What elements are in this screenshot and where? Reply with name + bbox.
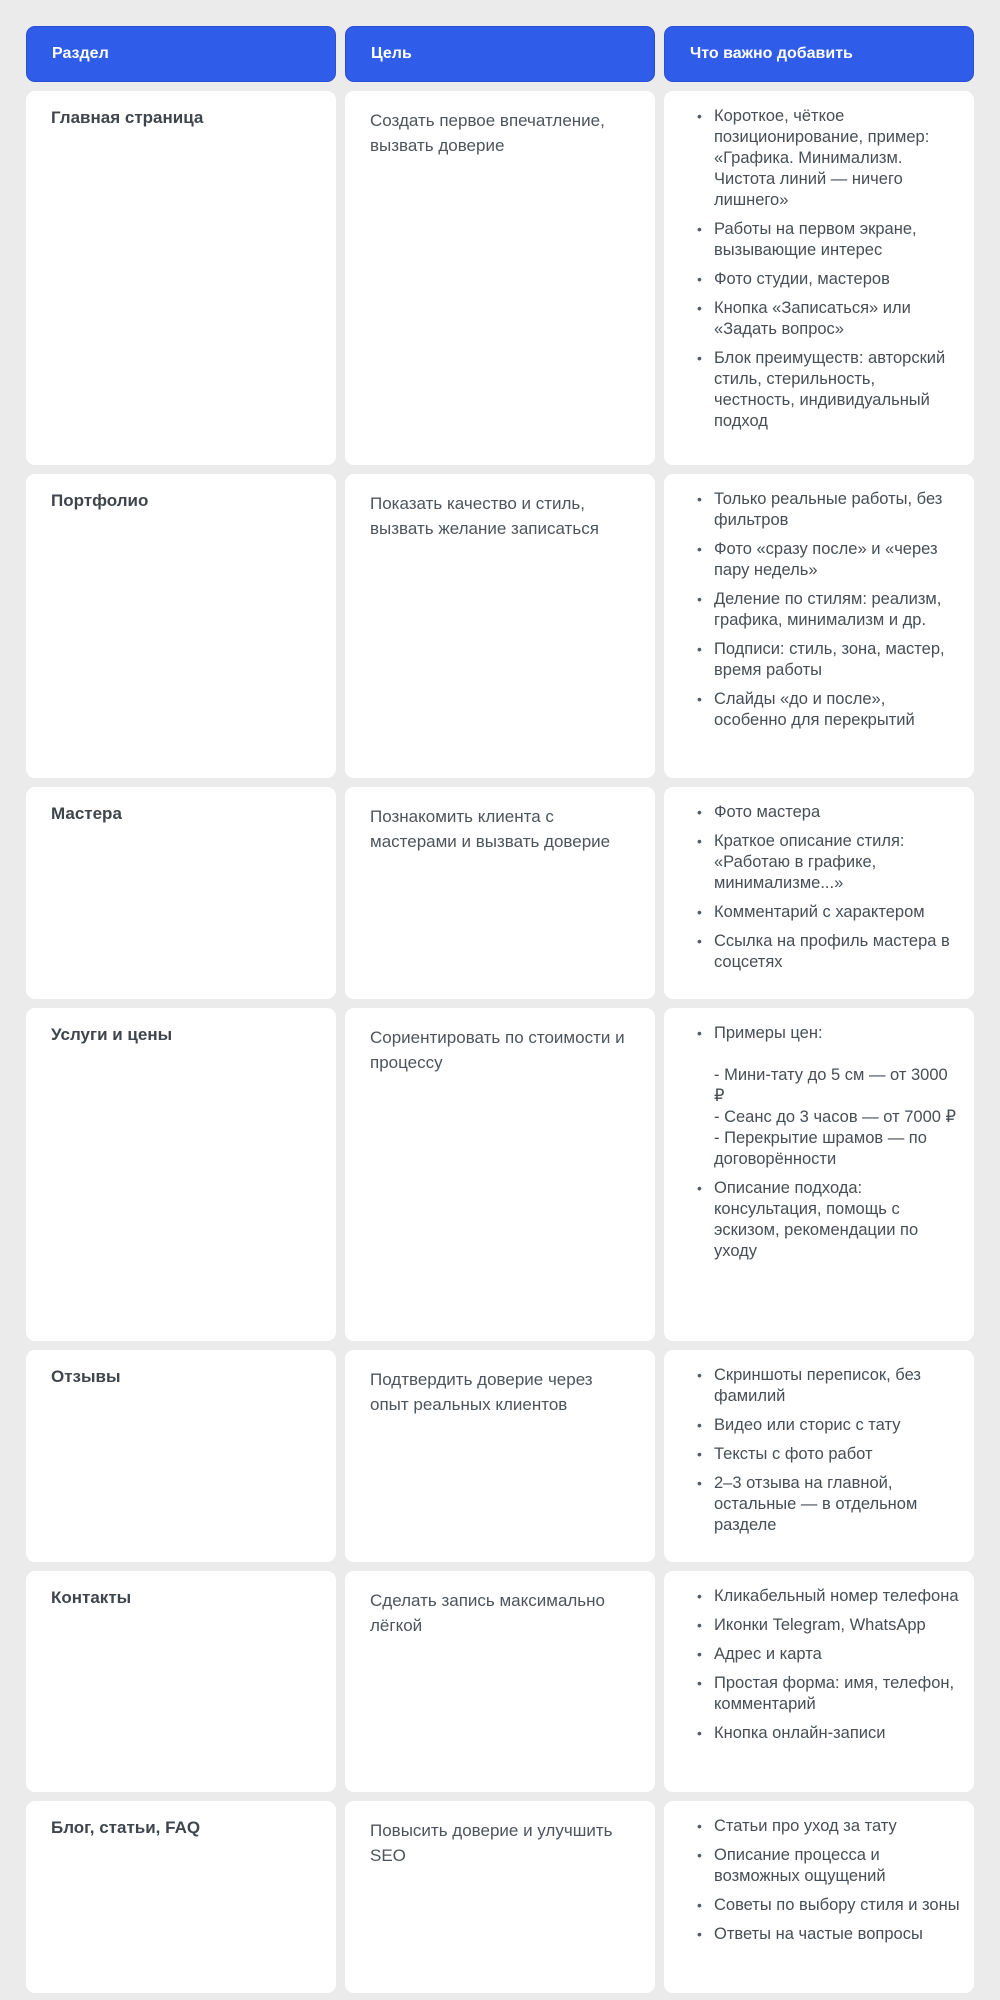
goal-cell [345,1801,655,1993]
important-cell [664,1008,974,1341]
header-goal: Цель [345,26,655,82]
list-item: • Видео или сторис с тату [714,1415,960,1436]
list-item: • Кликабельный номер телефона [714,1586,960,1607]
section-name: Мастера [51,804,122,823]
list-item: • Иконки Telegram, WhatsApp [714,1615,960,1636]
list-item: • Короткое, чёткое позиционирование, пример: «Графика. Минимализм. Чистота линий — ничего лишнего» [714,106,960,211]
section-name: Отзывы [51,1367,121,1386]
goal-cell [345,91,655,465]
list-item: • Подписи: стиль, зона, мастер, время работы [714,639,960,681]
list-item: • Фото студии, мастеров [714,269,960,290]
goal-text: Создать первое впечатление, вызвать доверие [370,111,605,155]
important-list [694,1023,960,1262]
important-list [694,1586,960,1744]
list-item: • Ответы на частые вопросы [714,1924,960,1945]
important-cell [664,91,974,465]
section-name: Услуги и цены [51,1025,173,1044]
list-item: • Только реальные работы, без фильтров [714,489,960,531]
important-list [694,1365,960,1536]
header-section: Раздел [26,26,336,82]
important-cell [664,474,974,778]
section-cell [26,91,336,465]
section-cell [26,474,336,778]
list-item: • Советы по выбору стиля и зоны [714,1895,960,1916]
goal-text: Показать качество и стиль, вызвать желание записаться [370,494,599,538]
goal-text: Подтвердить доверие через опыт реальных клиентов [370,1370,593,1414]
list-item: • Фото «сразу после» и «через пару недель» [714,539,960,581]
list-item: • Краткое описание стиля: «Работаю в графике, минимализме...» [714,831,960,894]
goal-text: Сделать запись максимально лёгкой [370,1591,606,1635]
section-cell [26,787,336,999]
list-item: • Кнопка онлайн-записи [714,1723,960,1744]
goal-cell [345,1350,655,1562]
important-cell [664,1571,974,1792]
important-list [694,802,960,973]
important-cell [664,1801,974,1993]
goal-text: Познакомить клиента с мастерами и вызвать доверие [370,807,611,851]
list-item: • Комментарий с характером [714,902,960,923]
list-item: • Ссылка на профиль мастера в соцсетях [714,931,960,973]
goal-cell [345,1571,655,1792]
important-list [694,106,960,432]
list-item: • Адрес и карта [714,1644,960,1665]
header-important: Что важно добавить [664,26,974,82]
goal-cell [345,1008,655,1341]
section-cell [26,1571,336,1792]
list-item: • Описание подхода: консультация, помощь с эскизом, рекомендации по уходу [714,1178,960,1262]
list-item: • Кнопка «Записаться» или «Задать вопрос» [714,298,960,340]
important-cell [664,1350,974,1562]
important-list [694,489,960,731]
section-cell [26,1801,336,1993]
section-name: Портфолио [51,491,149,510]
content-table [26,26,974,1993]
goal-text: Повысить доверие и улучшить SEO [370,1821,613,1865]
list-item: • Статьи про уход за тату [714,1816,960,1837]
list-item: • Тексты с фото работ [714,1444,960,1465]
goal-text: Сориентировать по стоимости и процессу [370,1028,625,1072]
goal-cell [345,787,655,999]
list-item: • Примеры цен: - Мини-тату до 5 см — от 3000 ₽ - Сеанс до 3 часов — от 7000 ₽ - Перекрытие шрамов — по договорённости [714,1023,960,1170]
important-cell [664,787,974,999]
important-list [694,1816,960,1945]
list-item: • Описание процесса и возможных ощущений [714,1845,960,1887]
list-item: • Работы на первом экране, вызывающие интерес [714,219,960,261]
section-name: Блог, статьи, FAQ [51,1818,201,1837]
list-item: • 2–3 отзыва на главной, остальные — в отдельном разделе [714,1473,960,1536]
section-cell [26,1008,336,1341]
list-item: • Скриншоты переписок, без фамилий [714,1365,960,1407]
section-cell [26,1350,336,1562]
goal-cell [345,474,655,778]
section-name: Главная страница [51,108,204,127]
list-item: • Простая форма: имя, телефон, комментарий [714,1673,960,1715]
list-item: • Фото мастера [714,802,960,823]
list-item: • Блок преимуществ: авторский стиль, стерильность, честность, индивидуальный подход [714,348,960,432]
list-item: • Слайды «до и после», особенно для перекрытий [714,689,960,731]
list-item: • Деление по стилям: реализм, графика, минимализм и др. [714,589,960,631]
section-name: Контакты [51,1588,132,1607]
